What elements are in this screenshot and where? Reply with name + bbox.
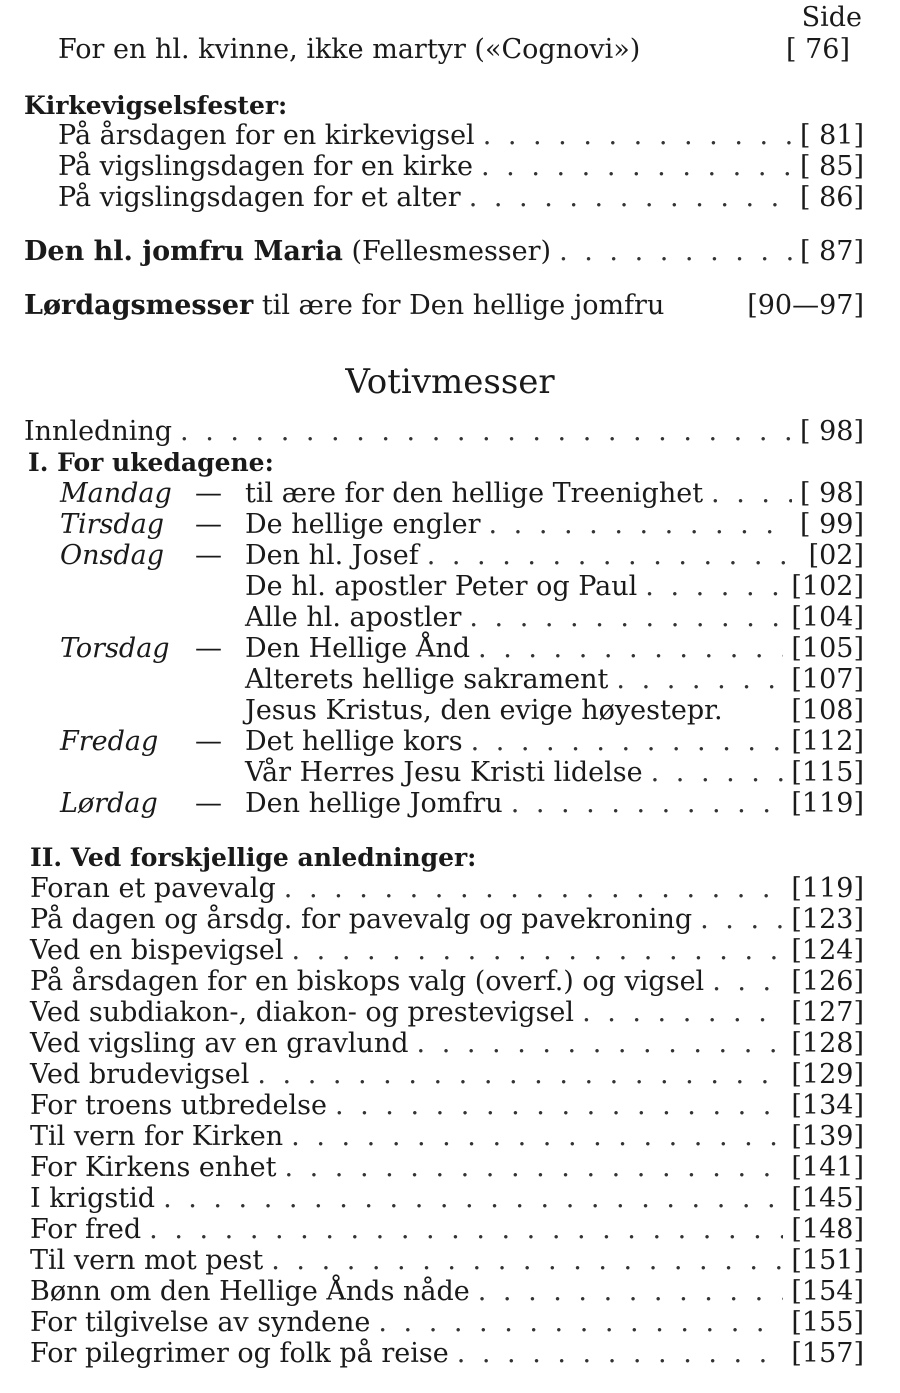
toc-entry[interactable]: [24, 416, 864, 448]
toc-entry[interactable]: [30, 1152, 864, 1184]
toc-page-number: [ 86]: [799, 182, 864, 213]
toc-entry-label: Jesus Kristus, den evige høyestepr.: [245, 695, 723, 726]
toc-entry[interactable]: [245, 726, 864, 758]
toc-page-number: [148]: [791, 1214, 864, 1245]
toc-entry-label: På vigslingsdagen for et alter: [58, 182, 461, 213]
leader-dots: [483, 120, 792, 152]
toc-entry[interactable]: [30, 1090, 864, 1122]
toc-page-number: [105]: [791, 633, 864, 664]
toc-entry[interactable]: [30, 1245, 864, 1277]
leader-dots: [700, 904, 783, 936]
leader-dots: [481, 151, 792, 183]
toc-entry-label: På dagen og årsdg. for pavevalg og pavekroning: [30, 904, 693, 935]
toc-entry-label: De hl. apostler Peter og Paul: [245, 571, 638, 602]
toc-entry[interactable]: [245, 571, 864, 603]
day-name: Fredag: [60, 726, 159, 757]
leader-dots: [559, 236, 792, 268]
leader-dots: [651, 757, 784, 789]
toc-page-number: [123]: [791, 904, 864, 935]
day-name: Mandag: [60, 478, 172, 509]
section-title: Votivmesser: [345, 362, 555, 402]
toc-entry[interactable]: [30, 997, 864, 1029]
toc-entry[interactable]: [58, 34, 640, 66]
toc-page-number: [ 98]: [799, 416, 864, 447]
toc-entry-label-bold: Den hl. jomfru Maria: [24, 236, 343, 267]
dash: —: [195, 633, 222, 664]
toc-entry[interactable]: [245, 540, 864, 572]
dash: —: [195, 540, 222, 571]
toc-entry[interactable]: [30, 935, 864, 967]
toc-entry-label: For troens utbredelse: [30, 1090, 327, 1121]
toc-entry-label: For Kirkens enhet: [30, 1152, 277, 1183]
leader-dots: [478, 633, 783, 665]
toc-page-number: [154]: [791, 1276, 864, 1307]
leader-dots: [427, 540, 801, 572]
toc-page-number: [119]: [791, 788, 864, 819]
toc-entry-label: På årsdagen for en kirkevigsel: [58, 120, 475, 151]
toc-entry[interactable]: [30, 873, 864, 905]
leader-dots: [478, 1276, 784, 1308]
toc-entry-label: Ved subdiakon-, diakon- og prestevigsel: [30, 997, 575, 1028]
toc-page-number: [ 76]: [786, 34, 851, 65]
toc-page-number: [108]: [791, 695, 864, 726]
toc-entry-label: Den hl. Josef: [245, 540, 419, 571]
leader-dots: [616, 664, 783, 696]
toc-entry-label: til ære for den hellige Treenighet: [245, 478, 704, 509]
leader-dots: [292, 935, 784, 967]
toc-entry[interactable]: [245, 633, 864, 665]
leader-dots: [271, 1245, 783, 1277]
toc-page-number: [90—97]: [747, 290, 864, 321]
leader-dots: [291, 1121, 783, 1153]
leader-dots: [712, 966, 783, 998]
dash: —: [195, 478, 222, 509]
toc-page-number: [155]: [791, 1307, 864, 1338]
toc-entry[interactable]: [58, 120, 864, 152]
toc-entry-label: For tilgivelse av syndene: [30, 1307, 371, 1338]
toc-entry-label: Alle hl. apostler: [245, 602, 462, 633]
side-column-label: Side: [801, 2, 862, 33]
leader-dots: [257, 1059, 783, 1091]
toc-entry-label: til ære for Den hellige jomfru: [261, 290, 665, 321]
toc-entry-label: I krigstid: [30, 1183, 156, 1214]
toc-page-number: [157]: [791, 1338, 864, 1369]
toc-entry[interactable]: [245, 478, 864, 510]
toc-page-number: [ 87]: [799, 236, 864, 267]
leader-dots: [469, 182, 792, 214]
toc-page-number: [141]: [791, 1152, 864, 1183]
toc-page-number: [119]: [791, 873, 864, 904]
part-heading-anledninger: II. Ved forskjellige anledninger:: [30, 843, 477, 872]
day-name: Lørdag: [60, 788, 158, 819]
toc-entry[interactable]: [30, 1214, 864, 1246]
part-heading-ukedagene: I. For ukedagene:: [28, 448, 274, 477]
leader-dots: [284, 873, 784, 905]
leader-dots: [711, 478, 792, 510]
toc-entry[interactable]: [30, 1121, 864, 1153]
toc-entry[interactable]: [30, 1307, 864, 1339]
section-heading-kirkevigsel: Kirkevigselsfester:: [24, 91, 288, 120]
toc-page-number: [104]: [791, 602, 864, 633]
toc-entry-label: På årsdagen for en biskops valg (overf.) og vigsel: [30, 966, 705, 997]
toc-page-number: [127]: [791, 997, 864, 1028]
leader-dots: [163, 1183, 783, 1215]
toc-entry[interactable]: [30, 904, 864, 936]
toc-entry[interactable]: [30, 1276, 864, 1308]
leader-dots: [645, 571, 783, 603]
toc-entry-label: Bønn om den Hellige Ånds nåde: [30, 1276, 470, 1307]
toc-page-number: [129]: [791, 1059, 864, 1090]
toc-entry-label: For pilegrimer og folk på reise: [30, 1338, 449, 1369]
leader-dots: [378, 1307, 783, 1339]
toc-page-number: [107]: [791, 664, 864, 695]
toc-page-number: [128]: [791, 1028, 864, 1059]
toc-entry-label: Ved en bispevigsel: [30, 935, 284, 966]
toc-page-number: [124]: [791, 935, 864, 966]
toc-page-number: [ 85]: [799, 151, 864, 182]
dash: —: [195, 726, 222, 757]
toc-entry[interactable]: [245, 757, 864, 789]
day-name: Tirsdag: [60, 509, 165, 540]
toc-entry[interactable]: [30, 1338, 864, 1370]
toc-page-number: [ 81]: [799, 120, 864, 151]
leader-dots: [489, 509, 792, 541]
toc-entry-lordagsmesser[interactable]: [24, 290, 864, 322]
dash: —: [195, 509, 222, 540]
leader-dots: [284, 1152, 783, 1184]
toc-page-number: [126]: [791, 966, 864, 997]
leader-dots: [417, 1028, 784, 1060]
leader-dots: [469, 602, 783, 634]
toc-entry-label: Foran et pavevalg: [30, 873, 276, 904]
leader-dots: [511, 788, 784, 820]
leader-dots: [471, 726, 784, 758]
toc-entry[interactable]: [30, 966, 864, 998]
toc-entry[interactable]: [245, 664, 864, 696]
toc-entry-label: Til vern for Kirken: [30, 1121, 284, 1152]
toc-entry-label: For fred: [30, 1214, 142, 1245]
leader-dots: [335, 1090, 783, 1122]
toc-entry[interactable]: [30, 1059, 864, 1091]
toc-entry-label: Innledning: [24, 416, 173, 447]
toc-entry-label: På vigslingsdagen for en kirke: [58, 151, 474, 182]
toc-page-number: [139]: [791, 1121, 864, 1152]
toc-entry-label: Alterets hellige sakrament: [245, 664, 609, 695]
toc-entry[interactable]: [245, 788, 864, 820]
dash: —: [195, 788, 222, 819]
toc-page-number: [115]: [791, 757, 864, 788]
toc-entry-label: (Fellesmesser): [351, 236, 552, 267]
leader-dots: [582, 997, 783, 1029]
toc-entry[interactable]: [30, 1028, 864, 1060]
toc-entry-label: Det hellige kors: [245, 726, 463, 757]
day-name: Onsdag: [60, 540, 165, 571]
toc-entry-maria[interactable]: [24, 236, 864, 268]
toc-entry-label: Ved brudevigsel: [30, 1059, 250, 1090]
toc-page-number: [134]: [791, 1090, 864, 1121]
day-name: Torsdag: [60, 633, 170, 664]
toc-entry-label: Den Hellige Ånd: [245, 633, 471, 664]
toc-page-number: [145]: [791, 1183, 864, 1214]
toc-entry[interactable]: [58, 182, 864, 214]
toc-entry[interactable]: [58, 151, 864, 183]
toc-entry[interactable]: [30, 1183, 864, 1215]
toc-entry-label: De hellige engler: [245, 509, 481, 540]
toc-entry-label: Ved vigsling av en gravlund: [30, 1028, 409, 1059]
leader-dots: [149, 1214, 783, 1246]
toc-entry-label: Den hellige Jomfru: [245, 788, 503, 819]
toc-entry[interactable]: [245, 509, 864, 541]
toc-page-number: [151]: [791, 1245, 864, 1276]
toc-page-number: [ 99]: [799, 509, 864, 540]
toc-page-number: [02]: [808, 540, 864, 571]
toc-page-number: [102]: [791, 571, 864, 602]
leader-dots: [180, 416, 792, 448]
toc-entry-label: Til vern mot pest: [30, 1245, 264, 1276]
toc-entry-label: For en hl. kvinne, ikke martyr («Cognovi»): [58, 34, 641, 65]
toc-entry-label-bold: Lørdagsmesser: [24, 290, 254, 321]
leader-dots: [457, 1338, 784, 1370]
toc-page-number: [112]: [791, 726, 864, 757]
toc-page-number: [ 98]: [799, 478, 864, 509]
toc-entry[interactable]: [245, 602, 864, 634]
toc-entry-label: Vår Herres Jesu Kristi lidelse: [245, 757, 643, 788]
toc-entry[interactable]: [245, 695, 864, 727]
